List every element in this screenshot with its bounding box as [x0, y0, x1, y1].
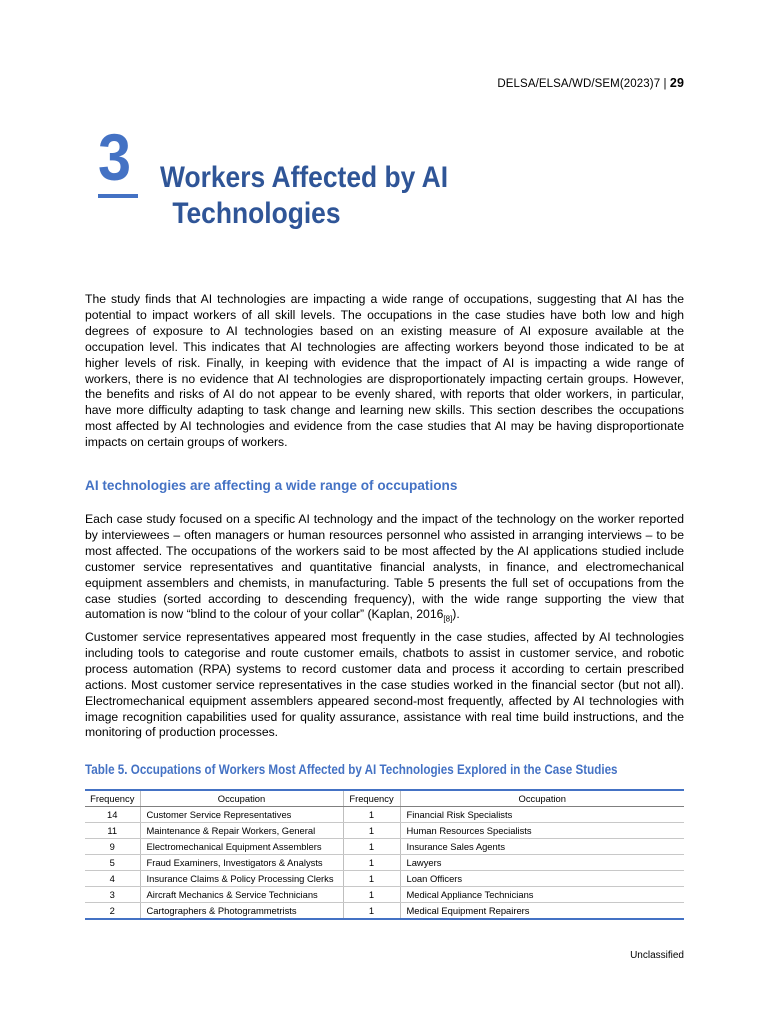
chapter-number: 3 [98, 120, 132, 194]
column-header-frequency: Frequency [343, 790, 400, 807]
cell-occupation: Medical Equipment Repairers [400, 903, 684, 920]
citation-reference-link[interactable]: [8] [443, 614, 453, 624]
cell-frequency: 11 [85, 823, 140, 839]
page-number: 29 [669, 76, 684, 90]
chapter-title [160, 160, 448, 232]
intro-paragraph: The study finds that AI technologies are impacting a wide range of occupations, suggesting that AI has the potential to impact workers of all skill levels. The occupations in the case studies have both low and high degrees of exposure to AI technologies based on an existing measure of AI exposure available at the occupation level. This indicates that AI technologies are affecting workers beyond those indicated to be at higher levels of risk. Finally, in keeping with evidence that the impact of AI is impacting a wide range of workers, there is no evidence that AI technologies are disproportionately impacting certain groups. However, the benefits and risks of AI do not appear to be evenly shared, with reports that older workers, in particular, have more difficulty adapting to task change and learning new skills. This section describes the occupations most affected by AI technologies and evidence from the case studies that AI may be having disproportionate impacts on certain groups of workers. [85, 292, 684, 450]
cell-occupation: Insurance Claims & Policy Processing Clerks [140, 871, 343, 887]
table-row [85, 823, 684, 839]
table-row [85, 839, 684, 855]
cell-frequency: 3 [85, 887, 140, 903]
cell-frequency: 5 [85, 855, 140, 871]
table-row [85, 807, 684, 823]
classification-footer: Unclassified [630, 950, 684, 961]
cell-frequency: 1 [343, 887, 400, 903]
cell-occupation: Financial Risk Specialists [400, 807, 684, 823]
occupations-paragraph-text: Each case study focused on a specific AI technology and the impact of the technology on the worker reported by interviewees – often managers or human resources personnel who assisted in arranging interviews – to be most affected. The occupations of the workers said to be most affected by the AI applications studied include customer service representatives and quantitative financial analysts, in finance, and electromechanical equipment assemblers and chemists, in manufacturing. Table 5 presents the full set of occupations from the case studies (sorted according to descending frequency), with the wide range supporting the view that automation is now “blind to the colour of your collar” (Kaplan, 2016 [85, 512, 684, 622]
cell-frequency: 1 [343, 839, 400, 855]
occupations-paragraph-end: ). [452, 607, 460, 622]
cell-frequency: 9 [85, 839, 140, 855]
header-separator: | [663, 78, 667, 90]
column-header-frequency: Frequency [85, 790, 140, 807]
document-id: DELSA/ELSA/WD/SEM(2023)7 [497, 78, 661, 90]
section-heading: AI technologies are affecting a wide range of occupations [85, 478, 458, 493]
occupations-table [85, 789, 684, 920]
cell-occupation: Medical Appliance Technicians [400, 887, 684, 903]
cell-occupation: Loan Officers [400, 871, 684, 887]
cell-occupation: Fraud Examiners, Investigators & Analysts [140, 855, 343, 871]
cell-occupation: Electromechanical Equipment Assemblers [140, 839, 343, 855]
chapter-title-line-2: Technologies [172, 197, 341, 230]
table-caption: Table 5. Occupations of Workers Most Affected by AI Technologies Explored in the Case Studies [85, 762, 618, 777]
cell-frequency: 1 [343, 903, 400, 920]
table-row [85, 887, 684, 903]
chapter-title-line-1: Workers Affected by AI [160, 161, 449, 194]
running-header [497, 76, 684, 90]
table-header-row [85, 790, 684, 807]
table-row [85, 903, 684, 920]
occupations-paragraph [85, 512, 684, 628]
column-header-occupation: Occupation [400, 790, 684, 807]
cell-occupation: Maintenance & Repair Workers, General [140, 823, 343, 839]
cell-occupation: Customer Service Representatives [140, 807, 343, 823]
cell-frequency: 1 [343, 823, 400, 839]
column-header-occupation: Occupation [140, 790, 343, 807]
cell-frequency: 1 [343, 871, 400, 887]
cell-frequency: 4 [85, 871, 140, 887]
cell-occupation: Insurance Sales Agents [400, 839, 684, 855]
table-row [85, 871, 684, 887]
table-row [85, 855, 684, 871]
cell-frequency: 14 [85, 807, 140, 823]
cell-occupation: Lawyers [400, 855, 684, 871]
customer-service-paragraph: Customer service representatives appeared most frequently in the case studies, affected by AI technologies including tools to categorise and route customer emails, chatbots to assist in customer service, and robotic process automation (RPA) systems to record customer data and process it according to certain prescribed actions. Most customer service representatives in the case studies worked in the financial sector (but not all). Electromechanical equipment assemblers appeared second-most frequently, affected by AI technologies with image recognition capabilities used for quality assurance, assistance with real time build instructions, and the monitoring of production processes. [85, 630, 684, 740]
cell-frequency: 1 [343, 807, 400, 823]
chapter-number-underline [98, 194, 138, 198]
cell-occupation: Cartographers & Photogrammetrists [140, 903, 343, 920]
cell-frequency: 1 [343, 855, 400, 871]
cell-frequency: 2 [85, 903, 140, 920]
cell-occupation: Aircraft Mechanics & Service Technicians [140, 887, 343, 903]
cell-occupation: Human Resources Specialists [400, 823, 684, 839]
